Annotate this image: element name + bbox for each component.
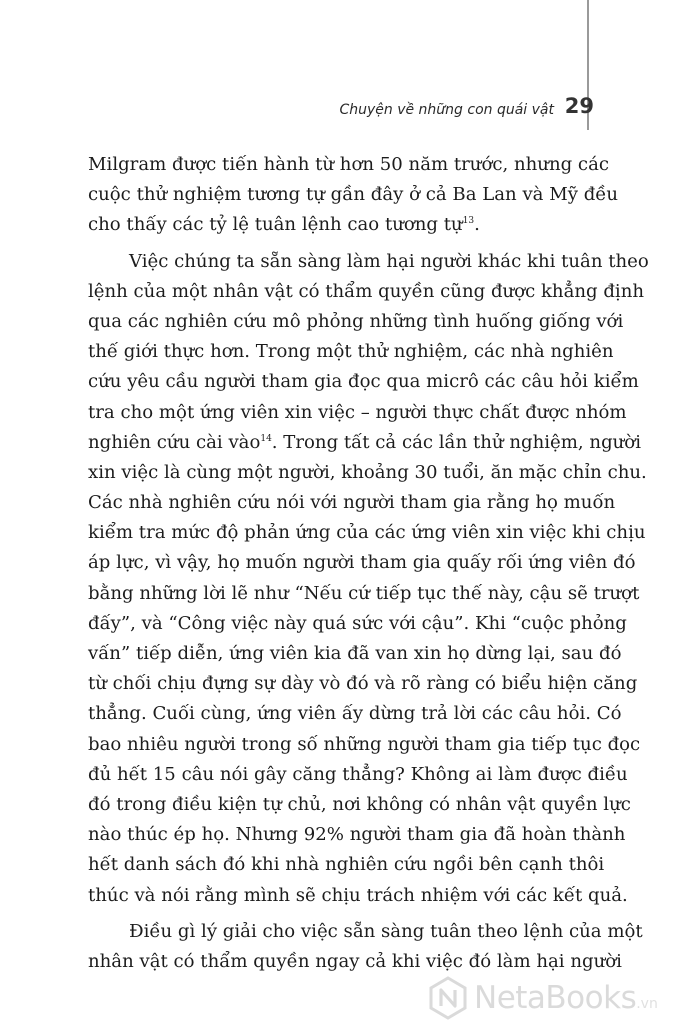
paragraph-2 — [88, 247, 649, 911]
text-line: lệnh của một nhân vật có thẩm quyền cũng được khẳng định — [88, 280, 645, 302]
text-line — [88, 428, 641, 458]
text-line: thúc và nói rằng mình sẽ chịu trách nhiệm với các kết quả. — [88, 884, 628, 906]
body-text — [88, 150, 649, 977]
text-line: cứu yêu cầu người tham gia đọc qua micrô các câu hỏi kiểm — [88, 371, 639, 393]
text-segment: . — [474, 214, 480, 236]
text-line: áp lực, vì vậy, họ muốn người tham gia quấy rối ứng viên đó — [88, 552, 636, 574]
netabooks-watermark — [428, 976, 698, 1024]
text-line: đó trong điều kiện tự chủ, nơi không có nhân vật quyền lực — [88, 793, 631, 815]
text-line: hết danh sách đó khi nhà nghiên cứu ngồi bên cạnh thôi — [88, 854, 605, 876]
text-line: cuộc thử nghiệm tương tự gần đây ở cả Ba Lan và Mỹ đều — [88, 184, 619, 206]
text-line: kiểm tra mức độ phản ứng của các ứng viên xin việc khi chịu — [88, 522, 646, 544]
text-line: xin việc là cùng một người, khoảng 30 tuổi, ăn mặc chỉn chu. — [88, 461, 647, 483]
netabooks-logo-icon — [428, 976, 468, 1020]
text-line: đủ hết 15 câu nói gây căng thẳng? Không ai làm được điều — [88, 763, 628, 785]
running-title: Chuyện về những con quái vật — [339, 102, 554, 118]
text-line: thẳng. Cuối cùng, ứng viên ấy dừng trả lời các câu hỏi. Có — [88, 703, 622, 725]
text-line: Điều gì lý giải cho việc sẵn sàng tuân theo lệnh của một — [129, 920, 643, 942]
text-line: Milgram được tiến hành từ hơn 50 năm trước, nhưng các — [88, 154, 609, 175]
text-line: đấy”, và “Công việc này quá sức với cậu”. Khi “cuộc phỏng — [88, 612, 627, 634]
text-segment: . Trong tất cả các lần thử nghiệm, người — [271, 431, 641, 453]
text-line: Các nhà nghiên cứu nói với người tham gia rằng họ muốn — [88, 492, 616, 514]
text-segment: nghiên cứu cài vào — [88, 431, 261, 453]
watermark-domain: .vn — [636, 996, 658, 1012]
text-line: nhân vật có thẩm quyền ngay cả khi việc đó làm hại người — [88, 950, 622, 972]
text-line: vấn” tiếp diễn, ứng viên kia đã van xin họ dừng lại, sau đó — [88, 643, 622, 664]
watermark-brand: NetaBooks — [474, 980, 637, 1016]
paragraph-1 — [88, 150, 619, 241]
text-line: bao nhiêu người trong số những người tham gia tiếp tục đọc — [88, 733, 641, 755]
text-segment: cho thấy các tỷ lệ tuân lệnh cao tương tự — [88, 214, 463, 236]
footnote-ref: 13 — [462, 216, 475, 227]
text-line: bằng những lời lẽ như “Nếu cứ tiếp tục thế này, cậu sẽ trượt — [88, 582, 640, 604]
text-line: thế giới thực hơn. Trong một thử nghiệm, các nhà nghiên — [88, 341, 614, 363]
text-line: tra cho một ứng viên xin việc – người thực chất được nhóm — [88, 401, 627, 423]
text-line: nào thúc ép họ. Nhưng 92% người tham gia đã hoàn thành — [88, 824, 626, 846]
paragraph-3 — [88, 917, 643, 977]
footnote-ref: 14 — [260, 433, 272, 444]
text-line — [88, 210, 600, 240]
text-line: qua các nghiên cứu mô phỏng những tình huống giống với — [88, 310, 624, 332]
page-number: 29 — [564, 94, 594, 118]
running-header — [300, 96, 594, 128]
text-line: từ chối chịu đựng sự dày vò đó và rõ ràng có biểu hiện căng — [88, 673, 638, 695]
text-line: Việc chúng ta sẵn sàng làm hại người khác khi tuân theo — [129, 250, 649, 272]
watermark-text — [474, 980, 658, 1016]
